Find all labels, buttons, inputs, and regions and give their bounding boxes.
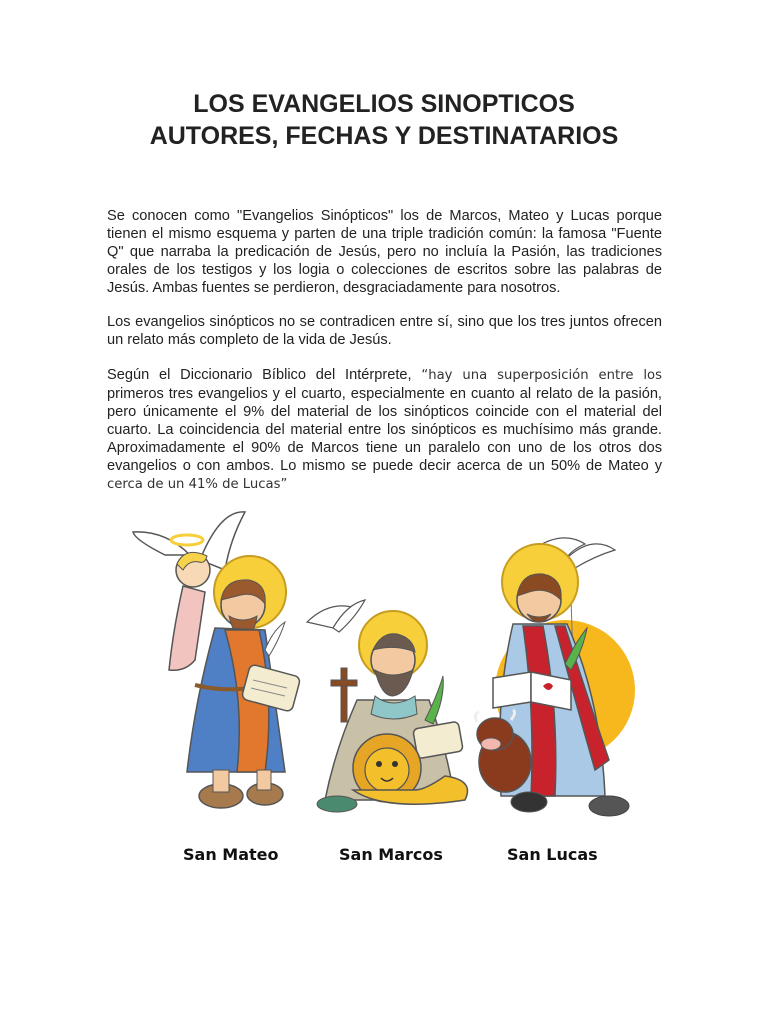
paragraph-1: Se conocen como "Evangelios Sinópticos" los de Marcos, Mateo y Lucas porque tienen el mismo esquema y parten de una triple tradición común: la famosa "Fuente Q" que narraba la predicación de Jesús, pero no incluía la Pasión, las tradiciones orales de los testigos y los logia o colecciones de escritos sobre las palabras de Jesús. Ambas fuentes se perdieron, desgraciadamente para nosotros.	[107, 208, 662, 296]
caption-san-marcos: San Marcos	[339, 845, 443, 864]
paragraph-3-quote-start: “hay una superposición entre los	[421, 368, 662, 383]
san-mateo-figure	[133, 512, 301, 808]
san-lucas-figure	[475, 538, 635, 816]
paragraph-3-quote-end: cerca de un 41% de Lucas”	[107, 477, 288, 492]
paragraph-3-intro: Según el Diccionario Bíblico del Intérprete,	[107, 367, 422, 383]
paragraph-3-body: primeros tres evangelios y el cuarto, especialmente en cuanto al relato de la pasión, pero únicamente el 9% del material de los sinópticos coincide con el material del cuarto. La coincidencia del material entre los sinópticos es muchísimo más grande. Aproximadamente el 90% de Marcos tiene un paralelo con uno de los otros dos evangelios o con ambos. Lo mismo se puede decir acerca de un 50% de Mateo y	[107, 386, 662, 474]
title-line-2: AUTORES, FECHAS Y DESTINATARIOS	[149, 122, 619, 150]
paragraph-2: Los evangelios sinópticos no se contradicen entre sí, sino que los tres juntos ofrecen un relato más completo de la vida de Jesús.	[107, 314, 662, 348]
san-marcos-figure	[307, 600, 468, 812]
title-line-1: LOS EVANGELIOS SINOPTICOS	[193, 90, 575, 118]
evangelists-illustration	[125, 500, 645, 845]
page-title	[0, 88, 768, 152]
caption-san-mateo: San Mateo	[183, 845, 279, 864]
paragraph-3	[107, 366, 662, 494]
caption-san-lucas: San Lucas	[507, 845, 598, 864]
